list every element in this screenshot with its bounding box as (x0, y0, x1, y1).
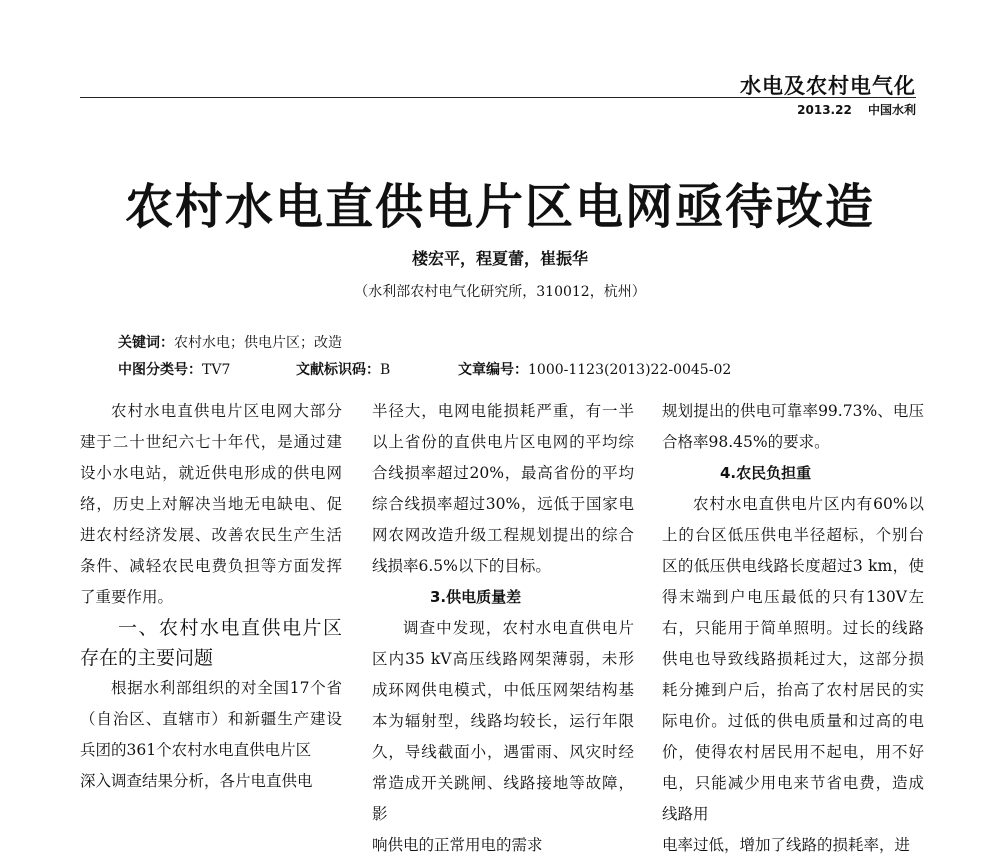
keywords-label: 关键词： (118, 335, 174, 351)
article-title: 农村水电直供电片区电网亟待改造 (124, 179, 875, 235)
header-meta (797, 101, 916, 118)
document-code (296, 359, 390, 379)
clc-number (118, 359, 230, 379)
column-2 (372, 396, 634, 861)
column-3 (662, 396, 924, 861)
clc-label: 中图分类号： (118, 362, 202, 378)
line-loss-paragraph: 半径大，电网电能损耗严重，有一半以上省份的直供电片区电网的平均综合线损率超过20%，最高省份的平均综合线损率超过30%，远低于国家电网农网改造升级工程规划提出的综合线损率6.5%以下的目标。 (372, 402, 634, 575)
supply-quality-paragraph: 调查中发现，农村水电直供电片区内35 kV高压线路网架薄弱，未形成环网供电模式，中低压网架结构基本为辐射型，线路均较长，运行年限久，导线截面小，遇雷雨、风灾时经常造成开关跳闸、线路接地等故障，影 (372, 619, 634, 823)
art-label: 文章编号： (458, 362, 528, 378)
journal-name: 中国水利 (867, 103, 916, 117)
doc-label: 文献标识码： (296, 362, 380, 378)
subheading-3: 3.供电质量差 (430, 588, 522, 606)
issue-date: 2013.22 (797, 103, 852, 117)
clc-value: TV7 (202, 362, 231, 378)
section-1-paragraph: 根据水利部组织的对全国17个省（自治区、直辖市）和新疆生产建设兵团的361个农村水电直供电片区 (80, 679, 342, 759)
column-1 (80, 396, 342, 797)
keywords (118, 332, 342, 352)
reliability-paragraph: 规划提出的供电可靠率99.73%、电压合格率98.45%的要求。 (662, 402, 924, 451)
intro-paragraph: 农村水电直供电片区电网大部分建于二十世纪六七十年代，是通过建设小水电站，就近供电形成的供电网络，历史上对解决当地无电缺电、促进农村经济发展、改善农民生产生活条件、减轻农民电费负担等方面发挥了重要作用。 (80, 402, 342, 606)
article-number (458, 359, 731, 379)
subheading-4: 4.农民负担重 (720, 464, 812, 482)
section-1-heading: 一、农村水电直供电片区存在的主要问题 (80, 617, 342, 669)
column-3-cut-line: 电率过低，增加了线路的损耗率，进 (662, 836, 911, 854)
doc-value: B (380, 362, 391, 378)
column-2-cut-line: 响供电的正常用电的需求 (372, 836, 543, 854)
keywords-value: 农村水电；供电片区；改造 (174, 335, 342, 351)
farmer-burden-paragraph: 农村水电直供电片区内有60%以上的台区低压供电半径超标，个别台区的低压供电线路长度超过3 km，使得末端到户电压最低的只有130V左右，只能用于简单照明。过长的线路供电也导致线路损耗过大，这部分损耗分摊到户后，抬高了农村居民的实际电价。过低的供电质量和过高的电价，使得农村居民用不起电，用不好电，只能减少用电来节省电费，造成线路用 (662, 495, 924, 823)
affiliation: （水利部农村电气化研究所，310012，杭州） (354, 284, 646, 300)
column-1-cut-line: 深入调查结果分析，各片电直供电 (80, 772, 313, 790)
authors: 楼宏平，程夏蕾，崔振华 (411, 249, 588, 268)
header-rule (80, 97, 916, 98)
journal-section-title: 水电及农村电气化 (740, 74, 916, 98)
art-value: 1000-1123(2013)22-0045-02 (528, 362, 732, 378)
